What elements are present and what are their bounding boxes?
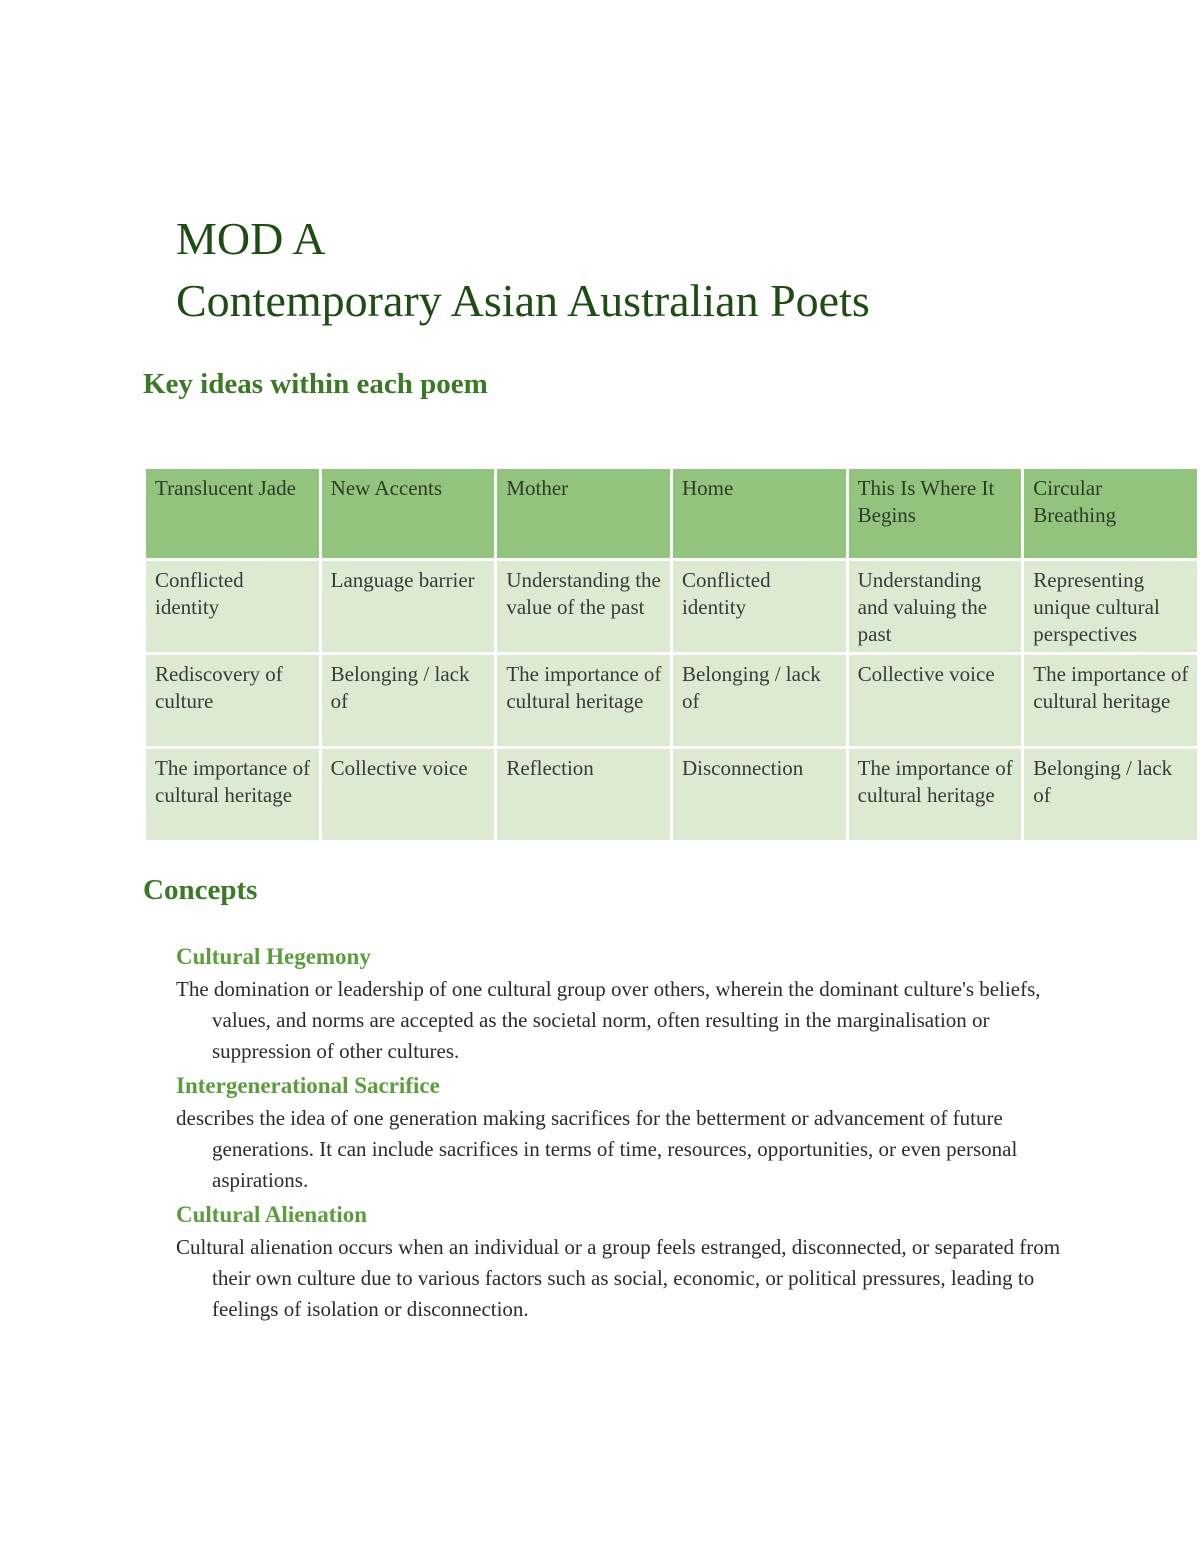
table-cell: Understanding and valuing the past	[847, 560, 1023, 654]
table-cell: Belonging / lack of	[671, 654, 847, 748]
table-cell: Belonging / lack of	[320, 654, 496, 748]
title-line-1: MOD A	[176, 213, 326, 264]
column-header: This Is Where It Begins	[847, 468, 1023, 560]
table-cell: Conflicted identity	[145, 560, 321, 654]
key-ideas-table	[143, 466, 1200, 843]
concept-term: Cultural Hegemony	[176, 944, 371, 969]
concepts-heading: Concepts	[143, 874, 258, 906]
document-title	[176, 208, 870, 332]
concept-definition: The domination or leadership of one cultural group over others, wherein the dominant culture's beliefs, values, and norms are accepted as the societal norm, often resulting in the marginalisation or suppression of other cultures.	[176, 977, 1041, 1063]
table-cell: The importance of cultural heritage	[496, 654, 672, 748]
table-cell: Belonging / lack of	[1023, 748, 1199, 842]
table-cell: Representing unique cultural perspectives	[1023, 560, 1199, 654]
table-cell: The importance of cultural heritage	[145, 748, 321, 842]
column-header: Translucent Jade	[145, 468, 321, 560]
concepts-list	[176, 940, 1076, 1327]
column-header: Mother	[496, 468, 672, 560]
concept-item	[176, 1069, 1076, 1196]
table-cell: Collective voice	[847, 654, 1023, 748]
table-cell: Language barrier	[320, 560, 496, 654]
concept-definition: describes the idea of one generation making sacrifices for the betterment or advancement of future generations. It can include sacrifices in terms of time, resources, opportunities, or even personal aspirations.	[176, 1106, 1018, 1192]
table-cell: Conflicted identity	[671, 560, 847, 654]
table-cell: The importance of cultural heritage	[847, 748, 1023, 842]
title-line-2: Contemporary Asian Australian Poets	[176, 275, 870, 326]
column-header: Home	[671, 468, 847, 560]
table-cell: Understanding the value of the past	[496, 560, 672, 654]
concept-item	[176, 940, 1076, 1067]
column-header: Circular Breathing	[1023, 468, 1199, 560]
concept-term: Cultural Alienation	[176, 1202, 368, 1227]
table-cell: Reflection	[496, 748, 672, 842]
table-row	[145, 560, 1199, 654]
concept-definition: Cultural alienation occurs when an individual or a group feels estranged, disconnected, or separated from their own culture due to various factors such as social, economic, or political pressures, leading to feelings of isolation or disconnection.	[176, 1235, 1061, 1321]
column-header: New Accents	[320, 468, 496, 560]
table-row	[145, 654, 1199, 748]
table-cell: Rediscovery of culture	[145, 654, 321, 748]
table-cell: Disconnection	[671, 748, 847, 842]
table-header-row	[145, 468, 1199, 560]
table-cell: The importance of cultural heritage	[1023, 654, 1199, 748]
table-cell: Collective voice	[320, 748, 496, 842]
table-row	[145, 748, 1199, 842]
concept-item	[176, 1198, 1076, 1325]
key-ideas-heading: Key ideas within each poem	[143, 368, 488, 400]
concept-term: Intergenerational Sacrifice	[176, 1073, 440, 1098]
